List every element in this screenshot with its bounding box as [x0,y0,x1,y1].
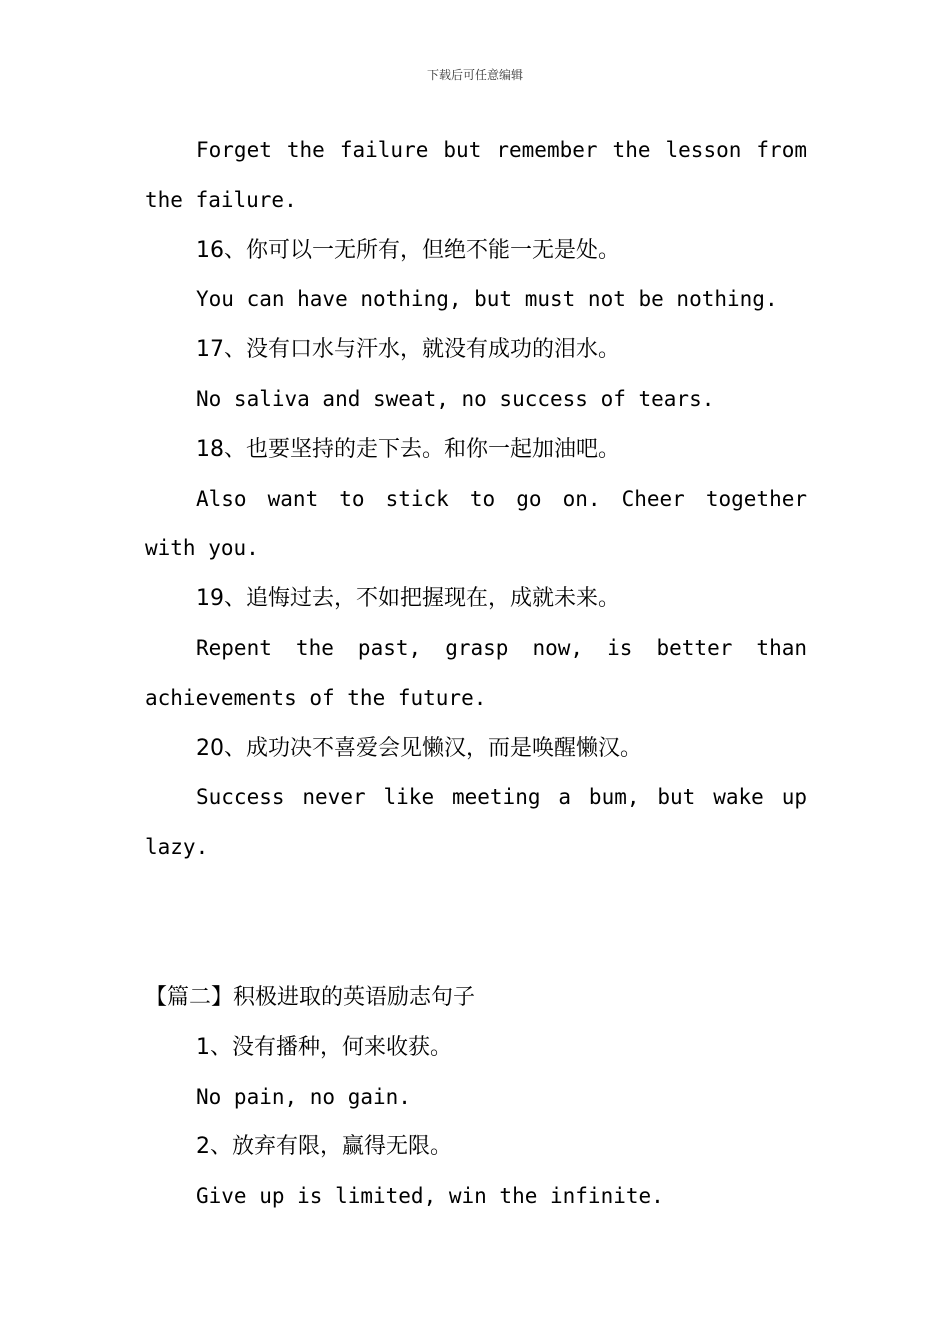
section-title: 【篇二】积极进取的英语励志句子 [145,984,476,1010]
page-header: 下载后可任意编辑 [426,68,523,82]
english-quote-line: lazy. [145,835,209,860]
chinese-quote-line: 1、没有播种，何来收获。 [196,1034,452,1060]
section-quotes-part2 [145,1023,807,1222]
english-quote-line: the failure. [145,187,297,212]
chinese-quote-line: 19、追悔过去，不如把握现在，成就未来。 [196,586,620,612]
english-quote-line: Give up is limited, win the infinite. [196,1184,664,1209]
section-quotes-part1 [145,126,807,873]
english-quote-line: You can have nothing, but must not be nothing. [196,287,778,312]
chinese-quote-line: 18、也要坚持的走下去。和你一起加油吧。 [196,436,620,462]
english-quote-line: Also want to stick to go on. Cheer together [196,486,807,511]
english-quote-line: Success never like meeting a bum, but wake up [196,785,807,810]
english-quote-line: No saliva and sweat, no success of tears. [196,386,715,411]
chinese-quote-line: 16、你可以一无所有，但绝不能一无是处。 [196,237,620,263]
english-quote-line: with you. [145,536,259,561]
chinese-quote-line: 17、没有口水与汗水，就没有成功的泪水。 [196,337,620,363]
english-quote-line: Forget the failure but remember the lesson from [196,138,807,162]
document-body [145,126,807,1222]
english-quote-line: achievements of the future. [145,685,487,710]
section-gap [145,873,807,973]
chinese-quote-line: 2、放弃有限，赢得无限。 [196,1134,452,1160]
english-quote-line: No pain, no gain. [196,1084,411,1109]
chinese-quote-line: 20、成功决不喜爱会见懒汉，而是唤醒懒汉。 [196,735,642,761]
english-quote-line: Repent the past, grasp now, is better than [196,635,807,660]
